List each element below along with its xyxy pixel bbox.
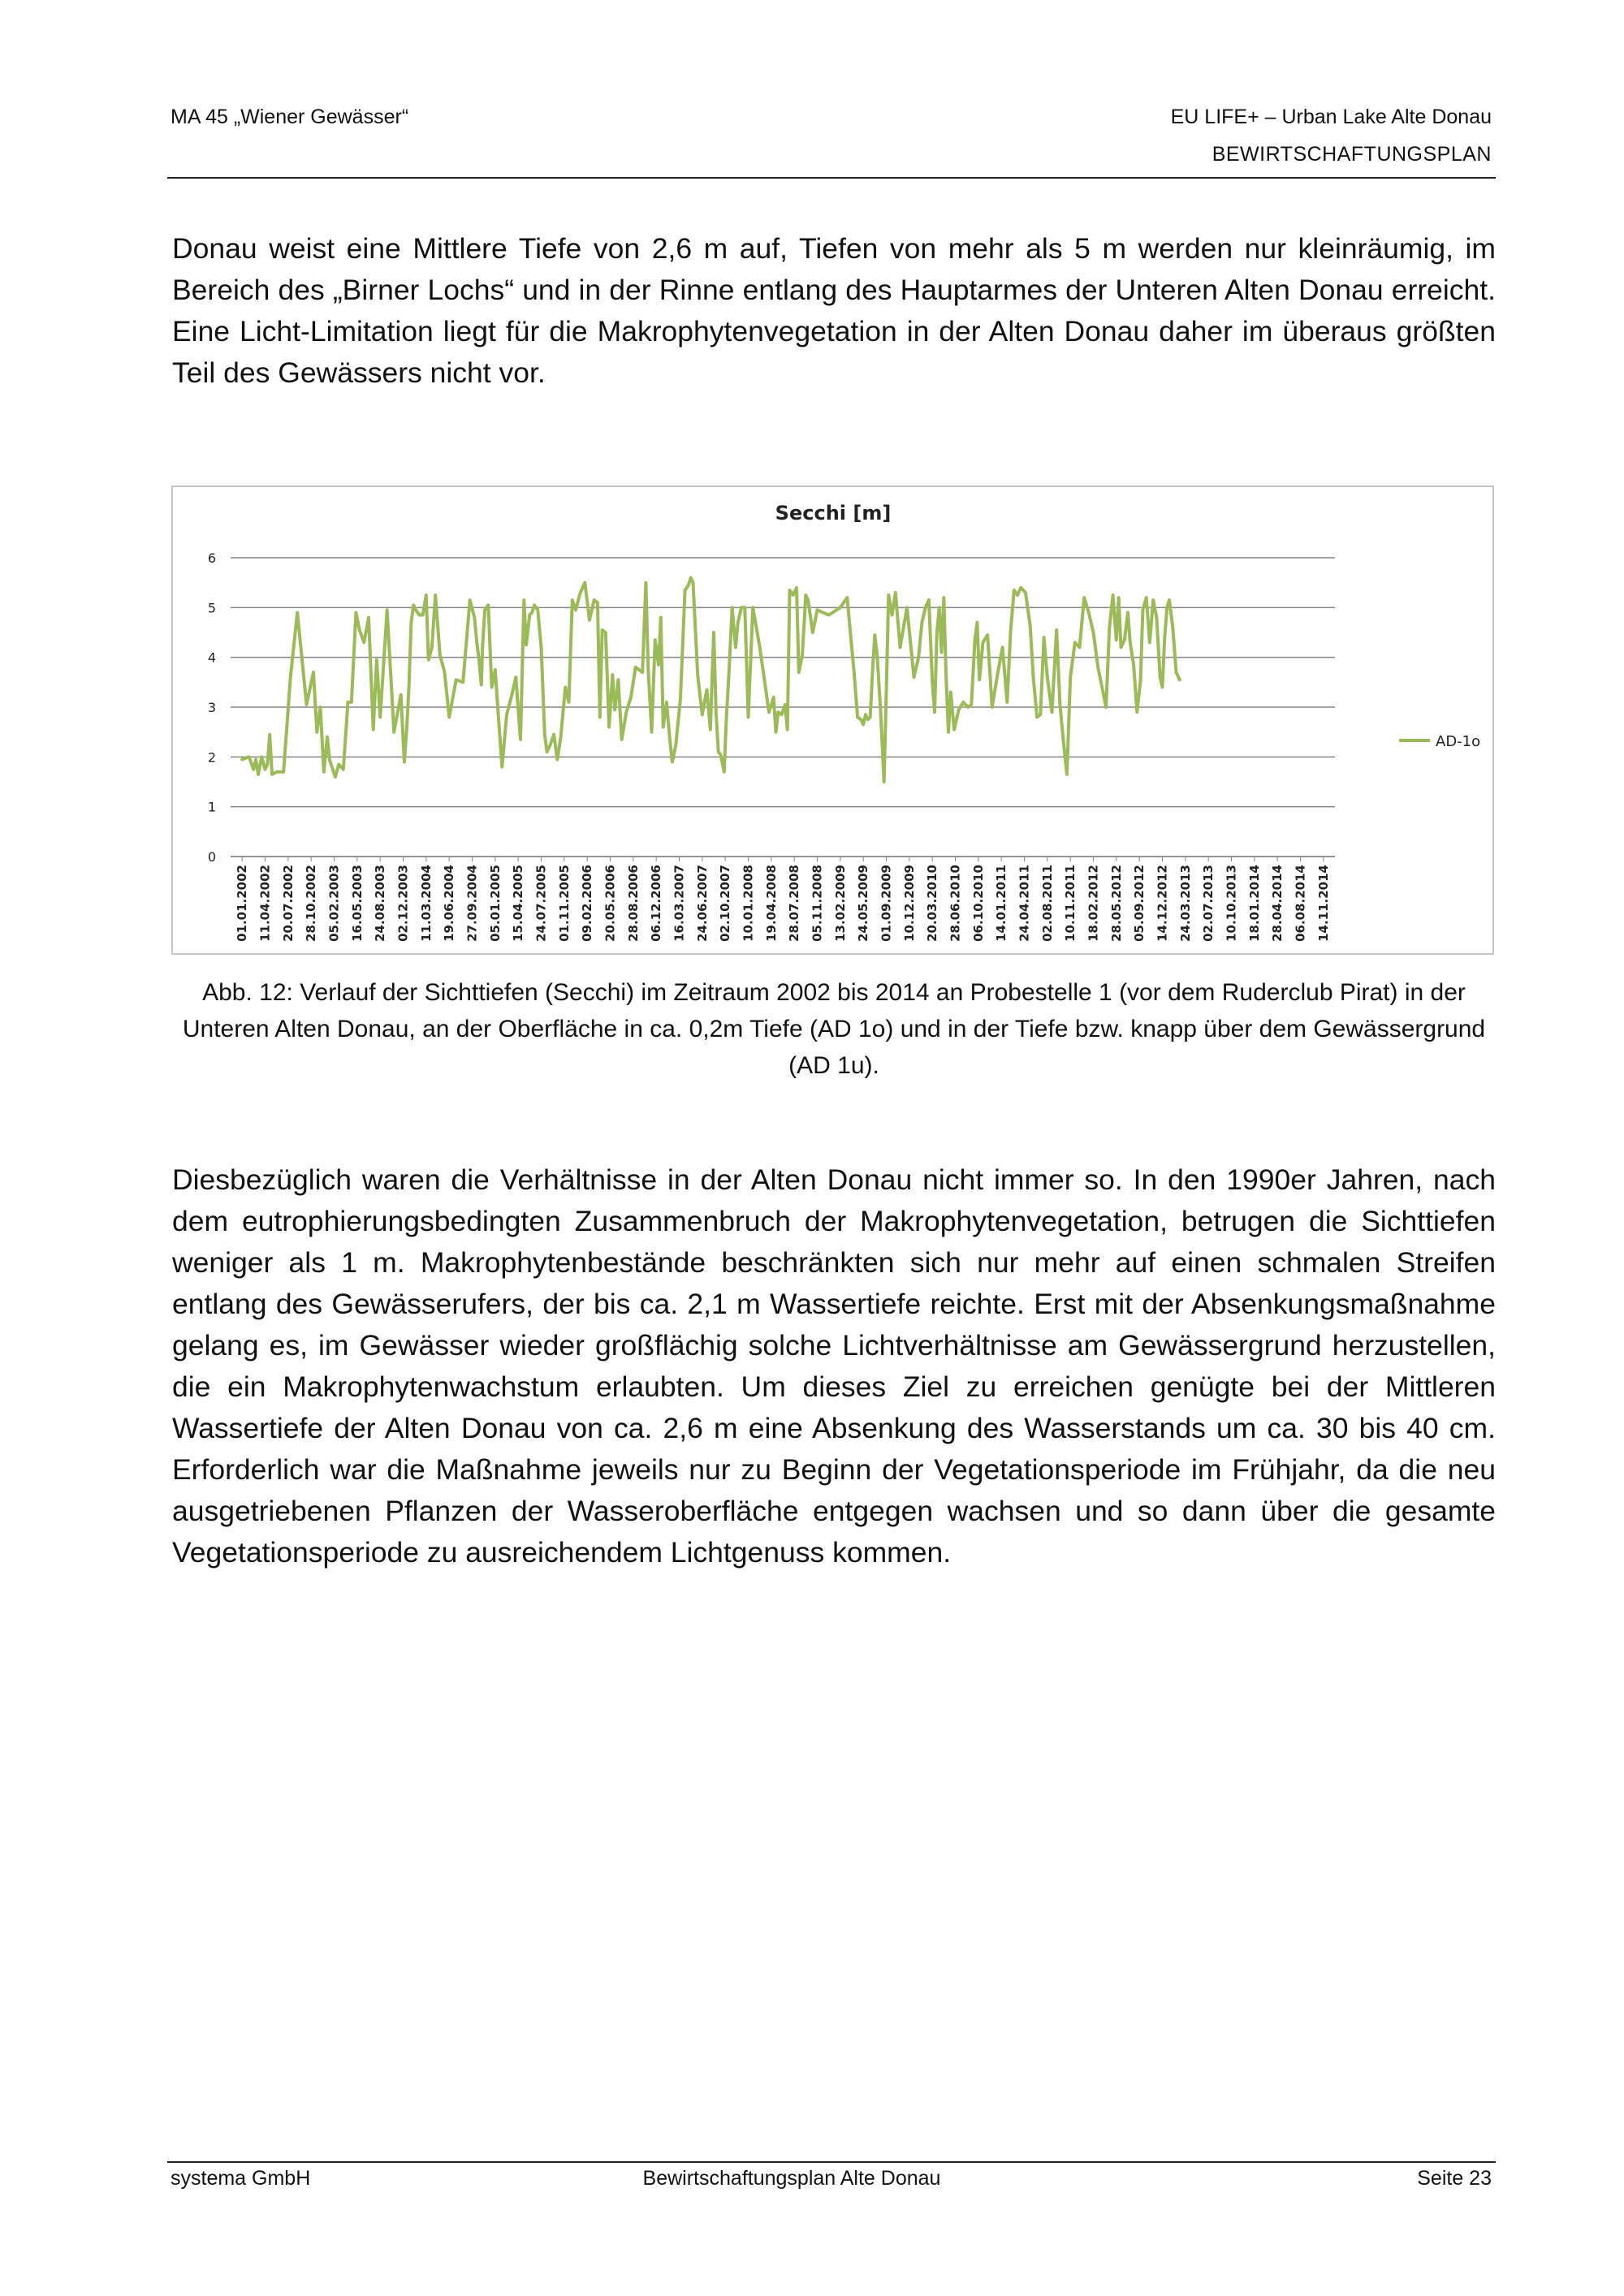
x-tick-label: 10.11.2011 [1063, 865, 1078, 942]
x-tick-label: 28.10.2002 [304, 865, 319, 942]
y-tick-label: 5 [207, 600, 216, 616]
x-tick-label: 24.04.2011 [1017, 865, 1032, 942]
x-tick-label: 16.03.2007 [672, 865, 687, 942]
header-right-title: EU LIFE+ – Urban Lake Alte Donau [1170, 106, 1492, 128]
x-tick-label: 06.12.2006 [649, 865, 664, 942]
x-tick-label: 14.12.2012 [1155, 865, 1170, 942]
x-tick-label: 02.07.2013 [1201, 865, 1216, 942]
footer-right: Seite 23 [1417, 2167, 1492, 2190]
series-line-AD-1o [242, 578, 1180, 783]
x-tick-label: 05.02.2003 [326, 865, 342, 942]
x-tick-label: 01.01.2002 [235, 865, 250, 942]
x-tick-label: 28.08.2006 [625, 865, 641, 942]
footer-left: systema GmbH [171, 2167, 311, 2190]
x-tick-label: 28.04.2014 [1270, 865, 1285, 942]
y-tick-label: 4 [207, 650, 216, 666]
x-tick-label: 10.01.2008 [741, 865, 756, 942]
x-tick-label: 28.06.2010 [948, 865, 963, 942]
y-tick-label: 6 [207, 550, 216, 566]
x-tick-label: 20.07.2002 [280, 865, 296, 942]
chart-series [242, 578, 1180, 783]
y-tick-label: 0 [207, 849, 216, 865]
footer-rule [167, 2161, 1496, 2163]
x-tick-label: 24.05.2009 [856, 865, 871, 942]
x-tick-label: 05.11.2008 [810, 865, 825, 942]
x-tick-label: 16.05.2003 [349, 865, 365, 942]
x-tick-label: 14.11.2014 [1315, 865, 1331, 942]
x-tick-label: 11.04.2002 [257, 865, 273, 942]
x-tick-label: 19.06.2004 [442, 865, 457, 942]
x-tick-label: 15.04.2005 [511, 865, 526, 942]
x-tick-label: 14.01.2011 [994, 865, 1009, 942]
x-tick-label: 05.09.2012 [1132, 865, 1147, 942]
x-tick-label: 11.03.2004 [418, 865, 434, 942]
x-tick-label: 28.07.2008 [787, 865, 802, 942]
x-tick-label: 02.12.2003 [395, 865, 411, 942]
footer-center: Bewirtschaftungsplan Alte Donau [642, 2167, 941, 2190]
chart-title: Secchi [m] [775, 502, 892, 524]
y-tick-label: 2 [207, 749, 216, 766]
x-tick-label: 24.08.2003 [373, 865, 388, 942]
x-tick-label: 20.03.2010 [925, 865, 940, 942]
x-tick-label: 18.01.2014 [1246, 865, 1262, 942]
x-tick-label: 10.10.2013 [1224, 865, 1239, 942]
x-tick-label: 05.01.2005 [487, 865, 503, 942]
x-tick-label: 10.12.2009 [901, 865, 917, 942]
x-tick-label: 09.02.2006 [580, 865, 595, 942]
y-tick-label: 3 [207, 700, 216, 715]
paragraph-main: Diesbezüglich waren die Verhältnisse in der Alten Donau nicht immer so. In den 1990er Jahren, nach dem eutrophierungsbedingten Zusammenbruch der Makrophytenvegetation, betrugen die Sichttiefen weniger als 1 m. Makrophytenbestände beschränkten sich nur mehr auf einen schmalen Streifen entlang des Gewässerufers, der bis ca. 2,1 m Wassertiefe reichte. Erst mit der Absenkungsmaßnahme gelang es, im Gewässer wieder großflächig solche Lichtverhältnisse am Gewässergrund herzustellen, die ein Makrophytenwachstum erlaubten. Um dieses Ziel zu erreichen genügte bei der Mittleren Wassertiefe der Alten Donau von ca. 2,6 m eine Absenkung des Wasserstands um ca. 30 bis 40 cm. Erforderlich war die Maßnahme jeweils nur zu Beginn der Vegetationsperiode im Frühjahr, da die neu ausgetriebenen Pflanzen der Wasseroberfläche entgegen wachsen und so dann über die gesamte Vegetationsperiode zu ausreichendem Lichtgenuss kommen. [172, 1163, 1496, 1569]
x-tick-label: 06.08.2014 [1293, 865, 1308, 942]
x-tick-label: 01.09.2009 [879, 865, 894, 942]
chart-x-ticks [235, 857, 1331, 942]
secchi-chart [171, 486, 1494, 955]
x-tick-label: 24.06.2007 [694, 865, 710, 942]
x-tick-label: 19.04.2008 [763, 865, 779, 942]
x-tick-label: 13.02.2009 [832, 865, 848, 942]
x-tick-label: 28.05.2012 [1108, 865, 1124, 942]
x-tick-label: 24.03.2013 [1177, 865, 1193, 942]
x-tick-label: 02.10.2007 [718, 865, 733, 942]
x-tick-label: 20.05.2006 [603, 865, 618, 942]
header-right-subtitle: BEWIRTSCHAFTUNGSPLAN [1212, 143, 1492, 166]
x-tick-label: 24.07.2005 [533, 865, 549, 942]
y-tick-label: 1 [207, 799, 216, 815]
x-tick-label: 01.11.2005 [556, 865, 572, 942]
chart-y-ticks [208, 550, 216, 865]
x-tick-label: 02.08.2011 [1039, 865, 1055, 942]
x-tick-label: 06.10.2010 [970, 865, 986, 942]
header-rule [167, 177, 1496, 179]
legend-label: AD-1o [1436, 733, 1481, 750]
header-left: MA 45 „Wiener Gewässer“ [171, 106, 409, 128]
x-tick-label: 27.09.2004 [464, 865, 480, 942]
paragraph-intro: Donau weist eine Mittlere Tiefe von 2,6 m auf, Tiefen von mehr als 5 m werden nur kleinräumig, im Bereich des „Birner Lochs“ und in der Rinne entlang des Hauptarmes der Unteren Alten Donau erreicht. Eine Licht-Limitation liegt für die Makrophytenvegetation in der Alten Donau daher im überaus größten Teil des Gewässers nicht vor. [172, 232, 1496, 389]
chart-svg [173, 487, 1492, 953]
x-tick-label: 18.02.2012 [1086, 865, 1101, 942]
figure-caption: Abb. 12: Verlauf der Sichttiefen (Secchi) im Zeitraum 2002 bis 2014 an Probestelle 1 (vor dem Ruderclub Pirat) in der Unteren Alten Donau, an der Oberfläche in ca. 0,2m Tiefe (AD 1o) und in der Tiefe bzw. knapp über dem Gewässergrund (AD 1u). [182, 979, 1486, 1079]
